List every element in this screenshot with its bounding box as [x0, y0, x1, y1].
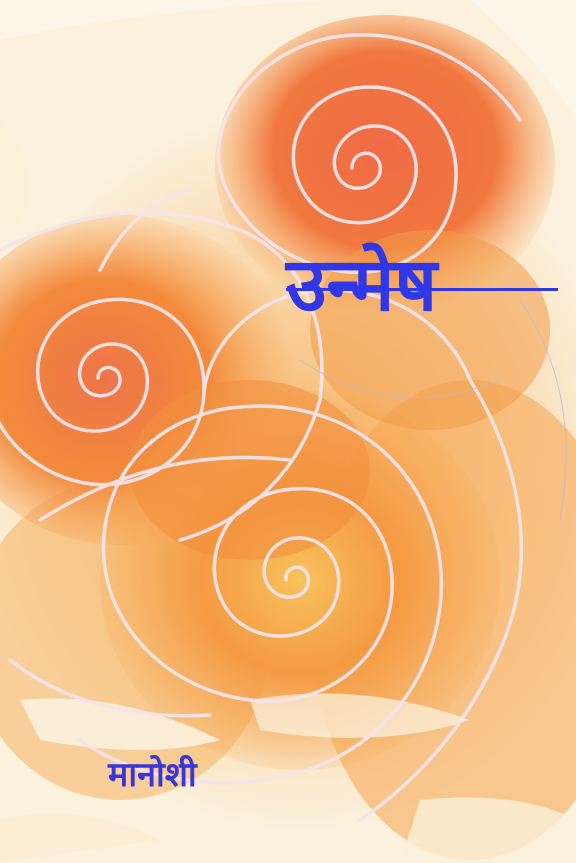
author-name: मानोशी	[108, 755, 197, 795]
book-title: उन्मेष	[286, 242, 438, 328]
